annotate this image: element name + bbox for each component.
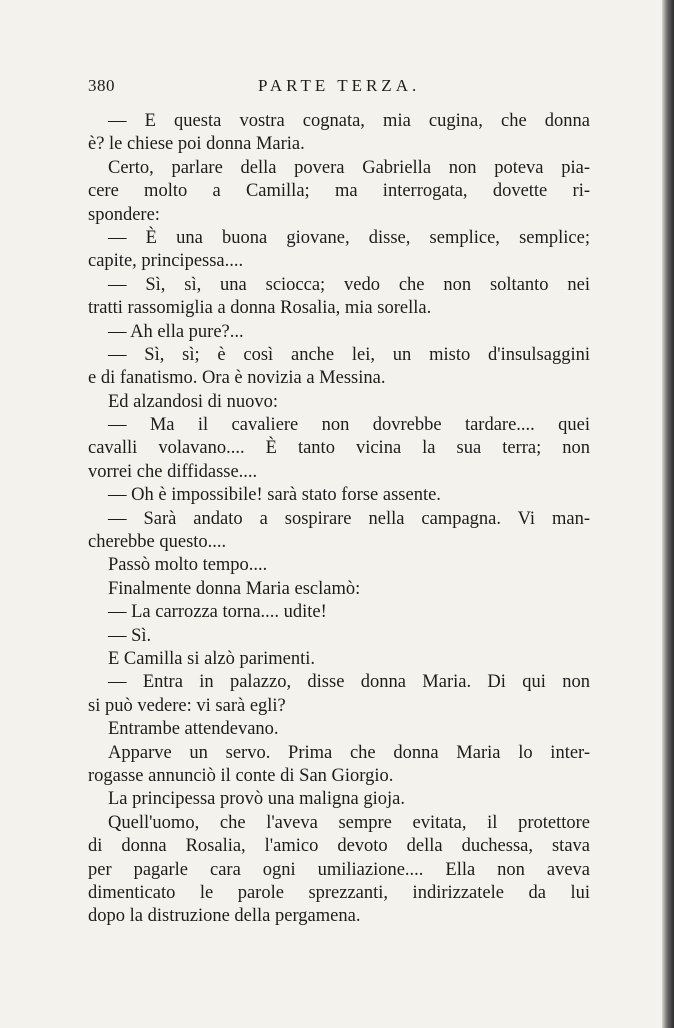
running-header (88, 76, 588, 100)
running-title: PARTE TERZA. (258, 76, 421, 95)
text-line: — Entra in palazzo, disse donna Maria. Di qui non (108, 672, 590, 693)
text-line: Certo, parlare della povera Gabriella non poteva pia- (108, 157, 590, 178)
text-line: — Oh è impossibile! sarà stato forse assente. (108, 485, 441, 506)
text-line: spondere: (88, 204, 160, 225)
text-line: tratti rassomiglia a donna Rosalia, mia sorella. (88, 298, 432, 319)
text-line: rogasse annunciò il conte di San Giorgio. (88, 765, 394, 786)
text-line: Entrambe attendevano. (108, 719, 279, 740)
text-line: — Ah ella pure?... (108, 321, 244, 342)
text-line: capite, principessa.... (88, 251, 244, 272)
text-line: dopo la distruzione della pergamena. (88, 906, 361, 927)
text-line: cere molto a Camilla; ma interrogata, dovette ri- (88, 181, 590, 202)
text-line: per pagarle cara ogni umiliazione.... Ella non aveva (88, 859, 590, 880)
page-edge-shadow (662, 0, 674, 1028)
text-line: — È una buona giovane, disse, semplice, semplice; (108, 227, 590, 248)
text-line: cherebbe questo.... (88, 532, 227, 553)
body-text (88, 110, 590, 929)
text-line: è? le chiese poi donna Maria. (88, 134, 305, 155)
text-line: di donna Rosalia, l'amico devoto della duchessa, stava (88, 836, 590, 857)
text-line: Ed alzandosi di nuovo: (108, 391, 279, 412)
text-line: Apparve un servo. Prima che donna Maria lo inter- (108, 742, 590, 763)
text-line: — Sarà andato a sospirare nella campagna. Vi man- (108, 508, 590, 529)
text-line: si può vedere: vi sarà egli? (88, 695, 286, 716)
text-line: — La carrozza torna.... udite! (108, 602, 327, 623)
text-line: La principessa provò una maligna gioja. (108, 789, 405, 810)
text-line: cavalli volavano.... È tanto vicina la sua terra; non (88, 438, 590, 459)
text-line: dimenticato le parole sprezzanti, indirizzatele da lui (88, 882, 590, 903)
page-number: 380 (88, 76, 115, 95)
text-line: — Sì, sì; è così anche lei, un misto d'insulsaggini (108, 344, 590, 365)
text-line: Finalmente donna Maria esclamò: (108, 578, 361, 599)
text-line: — Sì. (108, 625, 152, 646)
text-line: e di fanatismo. Ora è novizia a Messina. (88, 368, 386, 389)
text-line: Quell'uomo, che l'aveva sempre evitata, il protettore (108, 812, 590, 833)
text-line: vorrei che diffidasse.... (88, 461, 258, 482)
text-line: Passò molto tempo.... (108, 555, 268, 576)
text-line: E Camilla si alzò parimenti. (108, 648, 316, 669)
text-line: — Sì, sì, una sciocca; vedo che non soltanto nei (108, 274, 590, 295)
text-line: — E questa vostra cognata, mia cugina, che donna (108, 111, 590, 131)
text-line: — Ma il cavaliere non dovrebbe tardare.... quei (108, 415, 590, 436)
